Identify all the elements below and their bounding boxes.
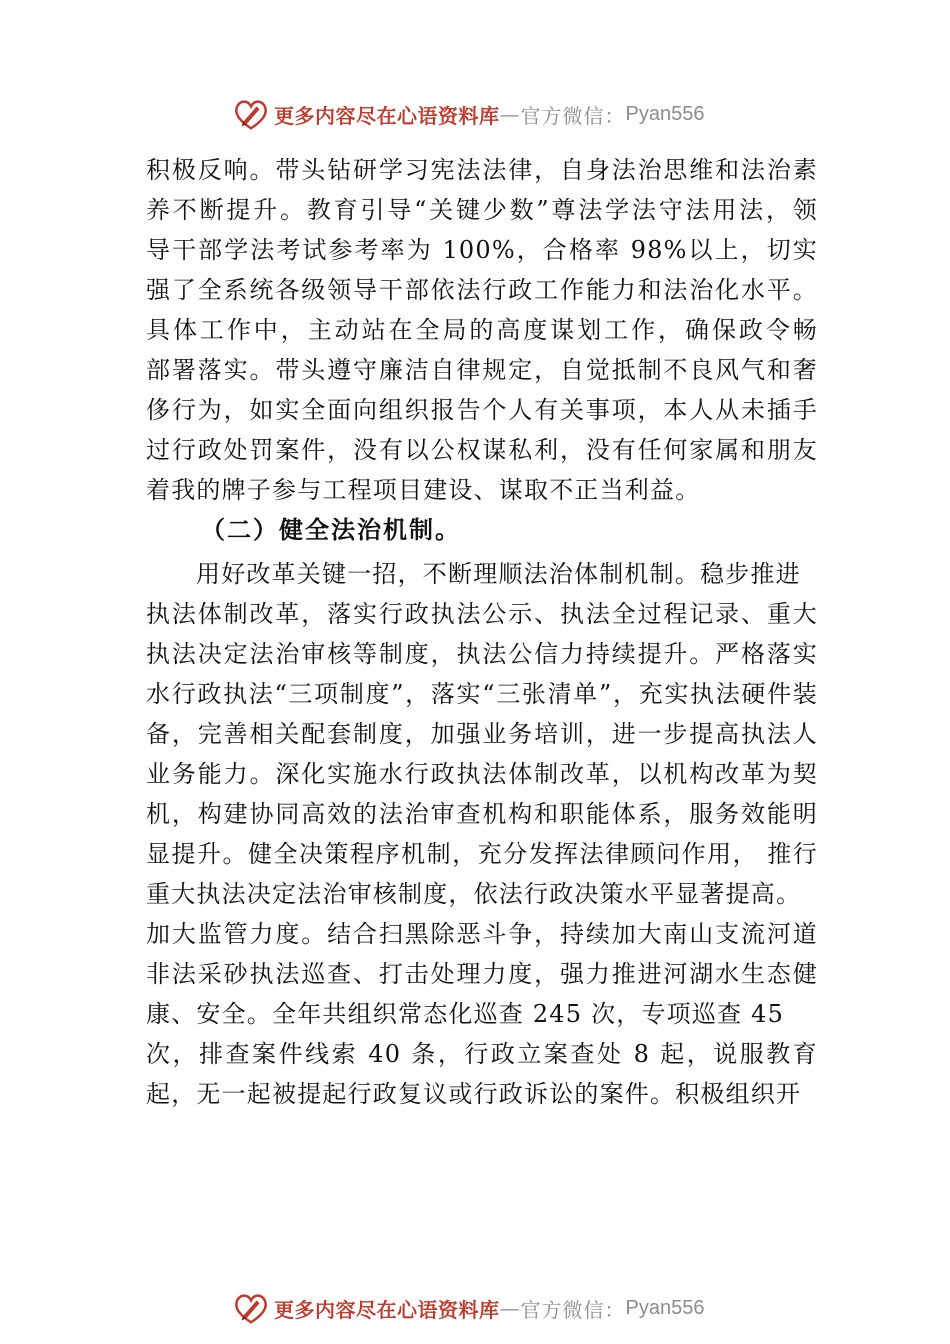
text-line: 康、安全。全年共组织常态化巡查 245 次，专项巡查 45: [146, 1000, 785, 1028]
watermark-main-text: 更多内容尽在心语资料库: [274, 1297, 500, 1322]
text-line: 备，完善相关配套制度，加强业务培训，进一步提高执法人: [146, 720, 818, 748]
text-line: 非法采砂执法巡查、打击处理力度，强力推进河湖水生态健: [146, 960, 818, 988]
watermark-main-text: 更多内容尽在心语资料库: [274, 103, 500, 128]
section-heading: （二）健全法治机制。: [201, 515, 461, 544]
text-line: 具体工作中，主动站在全局的高度谋划工作，确保政令畅: [146, 316, 818, 344]
text-line: 侈行为，如实全面向组织报告个人有关事项，本人从未插手: [146, 396, 818, 424]
watermark-wechat-label: 官方微信：: [520, 103, 626, 128]
document-body: [146, 150, 818, 1114]
text-line: 部署落实。带头遵守廉洁自律规定，自觉抵制不良风气和奢: [146, 356, 818, 384]
watermark-wechat-label: 官方微信：: [520, 1297, 626, 1322]
text-line: 次，排查案件线索 40 条，行政立案查处 8 起，说服教育: [146, 1040, 818, 1068]
watermark-wechat-id: Pyan556: [625, 1296, 705, 1319]
text-line: 导干部学法考试参考率为 100%，合格率 98%以上，切实: [146, 236, 818, 264]
pen-heart-logo-icon: [232, 95, 270, 133]
footer-watermark: [232, 1288, 704, 1328]
text-line: 加大监管力度。结合扫黑除恶斗争，持续加大南山支流河道: [146, 920, 818, 948]
text-line: 水行政执法“三项制度”，落实“三张清单”，充实执法硬件装: [146, 680, 818, 708]
pen-heart-logo-icon: [232, 1289, 270, 1327]
text-line: 业务能力。深化实施水行政执法体制改革，以机构改革为契: [146, 760, 818, 788]
text-line: 重大执法决定法治审核制度，依法行政决策水平显著提高。: [146, 880, 802, 908]
text-line: 显提升。健全决策程序机制，充分发挥法律顾问作用， 推行: [146, 840, 818, 868]
text-line: 用好改革关键一招，不断理顺法治体制机制。稳步推进: [196, 560, 801, 588]
text-line: 执法决定法治审核等制度，执法公信力持续提升。严格落实: [146, 640, 818, 668]
text-line: 机，构建协同高效的法治审查机构和职能体系，服务效能明: [146, 800, 818, 828]
watermark-dash: —: [499, 102, 521, 126]
paragraph-2: [146, 554, 818, 1114]
text-line: 强了全系统各级领导干部依法行政工作能力和法治化水平。: [146, 276, 818, 304]
header-watermark: [232, 94, 704, 134]
text-line: 着我的牌子参与工程项目建设、谋取不正当利益。: [146, 476, 701, 504]
paragraph-1: [146, 150, 818, 510]
watermark-dash: —: [499, 1296, 521, 1320]
text-line: 过行政处罚案件，没有以公权谋私利，没有任何家属和朋友: [146, 436, 818, 464]
text-line: 起，无一起被提起行政复议或行政诉讼的案件。积极组织开: [146, 1080, 802, 1108]
watermark-wechat-id: Pyan556: [625, 102, 705, 125]
text-line: 执法体制改革，落实行政执法公示、执法全过程记录、重大: [146, 600, 818, 628]
text-line: 积极反响。带头钻研学习宪法法律，自身法治思维和法治素: [146, 156, 818, 184]
text-line: 养不断提升。教育引导“关键少数”尊法学法守法用法，领: [146, 196, 818, 224]
